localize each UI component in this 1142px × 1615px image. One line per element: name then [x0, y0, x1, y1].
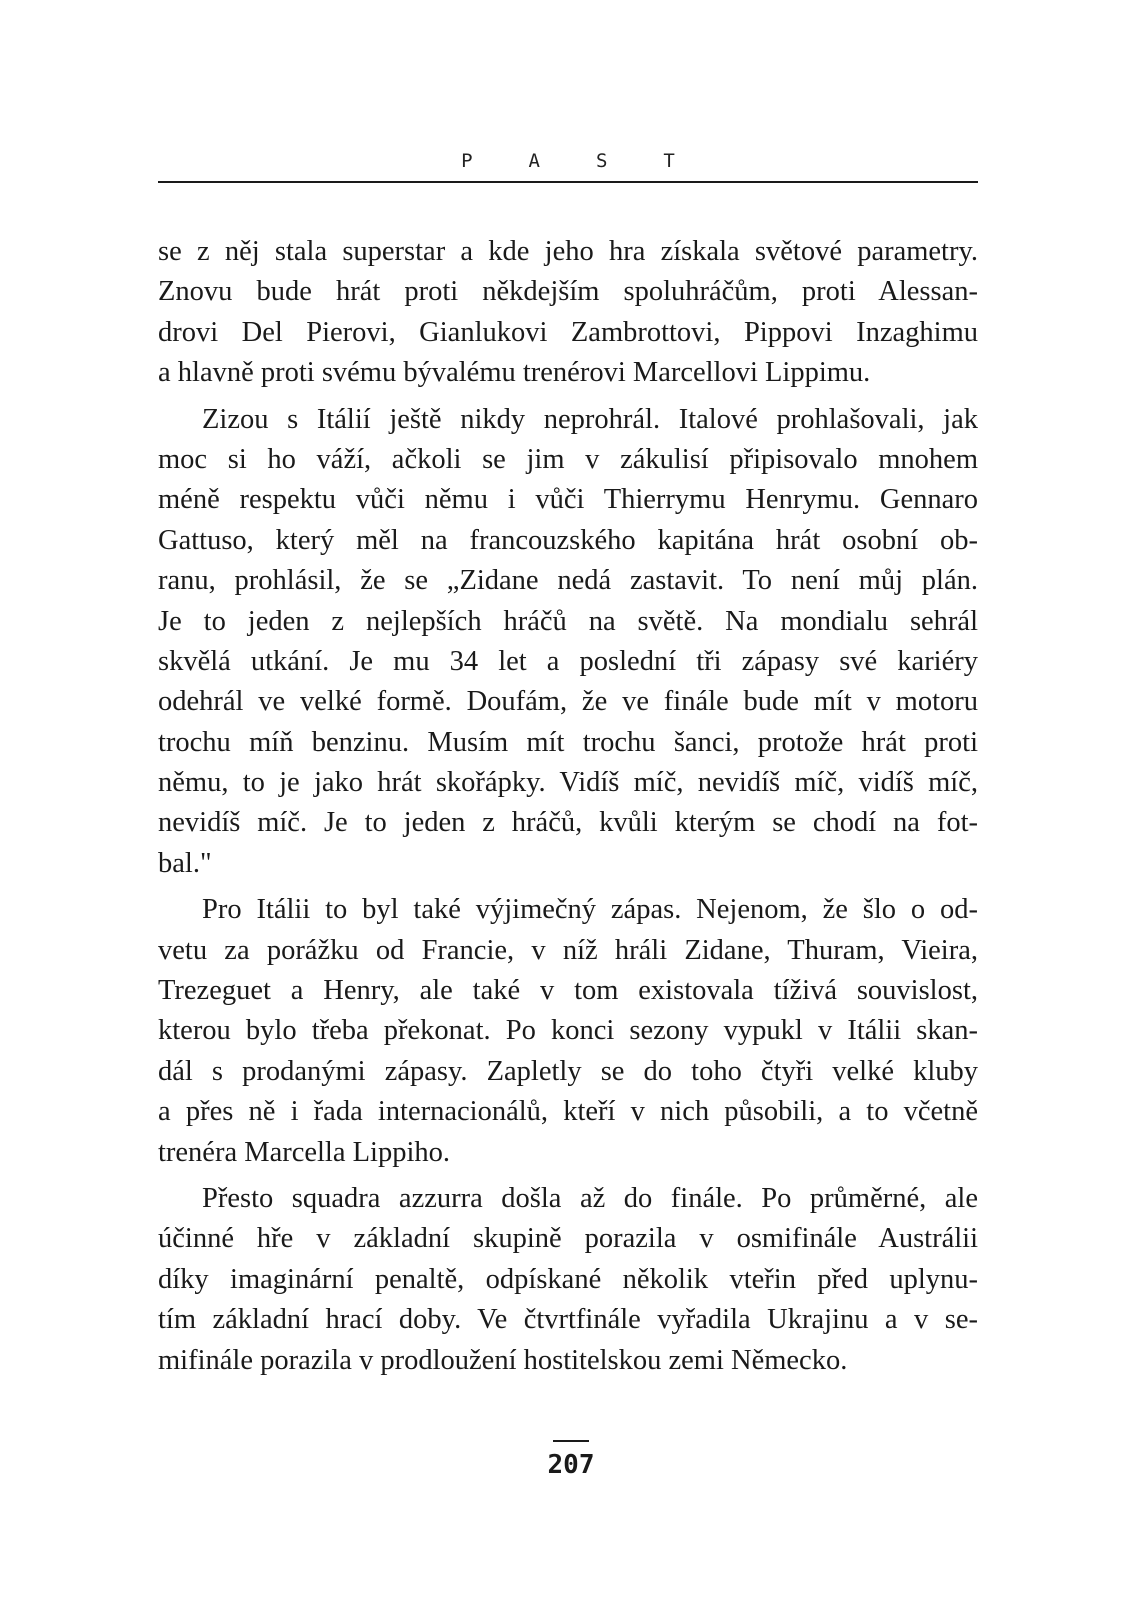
text-line: nevidíš míč. Je to jeden z hráčů, kvůli kterým se chodí na fot- — [158, 807, 978, 839]
text-line: kterou bylo třeba překonat. Po konci sezony vypukl v Itálii skan- — [158, 1015, 978, 1047]
text-line: moc si ho váží, ačkoli se jim v zákulisí připisovalo mnohem — [158, 443, 978, 475]
paragraph — [158, 890, 978, 1173]
text-line: Je to jeden z nejlepších hráčů na světě. Na mondialu sehrál — [158, 605, 978, 637]
page-number: 207 — [547, 1450, 595, 1480]
text-line: skvělá utkání. Je mu 34 let a poslední tři zápasy své kariéry — [158, 645, 978, 677]
text-line: odehrál ve velké formě. Doufám, že ve finále bude mít v motoru — [158, 686, 978, 718]
text-line: Gattuso, který měl na francouzského kapitána hrát osobní ob- — [158, 524, 978, 556]
paragraph — [158, 232, 978, 394]
text-line: trenéra Marcella Lippiho. — [158, 1136, 450, 1168]
text-line: němu, to je jako hrát skořápky. Vidíš míč, nevidíš míč, vidíš míč, — [158, 767, 978, 799]
paragraph — [158, 400, 978, 885]
text-line: trochu míň benzinu. Musím mít trochu šanci, protože hrát proti — [158, 726, 978, 758]
paragraph — [158, 1179, 978, 1381]
text-line: Přesto squadra azzurra došla až do finále. Po průměrné, ale — [202, 1182, 978, 1214]
text-line: díky imaginární penaltě, odpískané několik vteřin před uplynu- — [158, 1263, 978, 1295]
text-line: Znovu bude hrát proti někdejším spoluhráčům, proti Alessan- — [158, 276, 978, 308]
text-line: bal." — [158, 847, 212, 879]
text-line: dál s prodanými zápasy. Zapletly se do toho čtyři velké kluby — [158, 1055, 978, 1087]
text-line: méně respektu vůči němu i vůči Thierrymu Henrymu. Gennaro — [158, 484, 978, 516]
page-number-rule — [553, 1440, 589, 1442]
text-line: drovi Del Pierovi, Gianlukovi Zambrottovi, Pippovi Inzaghimu — [158, 316, 978, 348]
text-line: Zizou s Itálií ještě nikdy neprohrál. Italové prohlašovali, jak — [202, 403, 978, 435]
text-line: Trezeguet a Henry, ale také v tom existovala tíživá souvislost, — [158, 975, 978, 1007]
text-line: mifinále porazila v prodloužení hostitelskou zemi Německo. — [158, 1344, 848, 1376]
header-rule — [158, 181, 978, 183]
running-header — [158, 150, 978, 184]
text-line: ranu, prohlásil, že se „Zidane nedá zastavit. To není můj plán. — [158, 565, 978, 597]
text-line: se z něj stala superstar a kde jeho hra získala světové parametry. — [158, 236, 978, 267]
text-line: a hlavně proti svému bývalému trenérovi Marcellovi Lippimu. — [158, 357, 871, 389]
text-line: vetu za porážku od Francie, v níž hráli Zidane, Thuram, Vieira, — [158, 934, 978, 966]
text-line: Pro Itálii to byl také výjimečný zápas. Nejenom, že šlo o od- — [202, 894, 978, 926]
text-line: účinné hře v základní skupině porazila v osmifinále Austrálii — [158, 1223, 978, 1255]
text-line: tím základní hrací doby. Ve čtvrtfinále vyřadila Ukrajinu a v se- — [158, 1304, 978, 1336]
body-text — [158, 232, 978, 1381]
text-line: a přes ně i řada internacionálů, kteří v nich působili, a to včetně — [158, 1096, 978, 1128]
running-header-title: PAST — [461, 150, 731, 172]
